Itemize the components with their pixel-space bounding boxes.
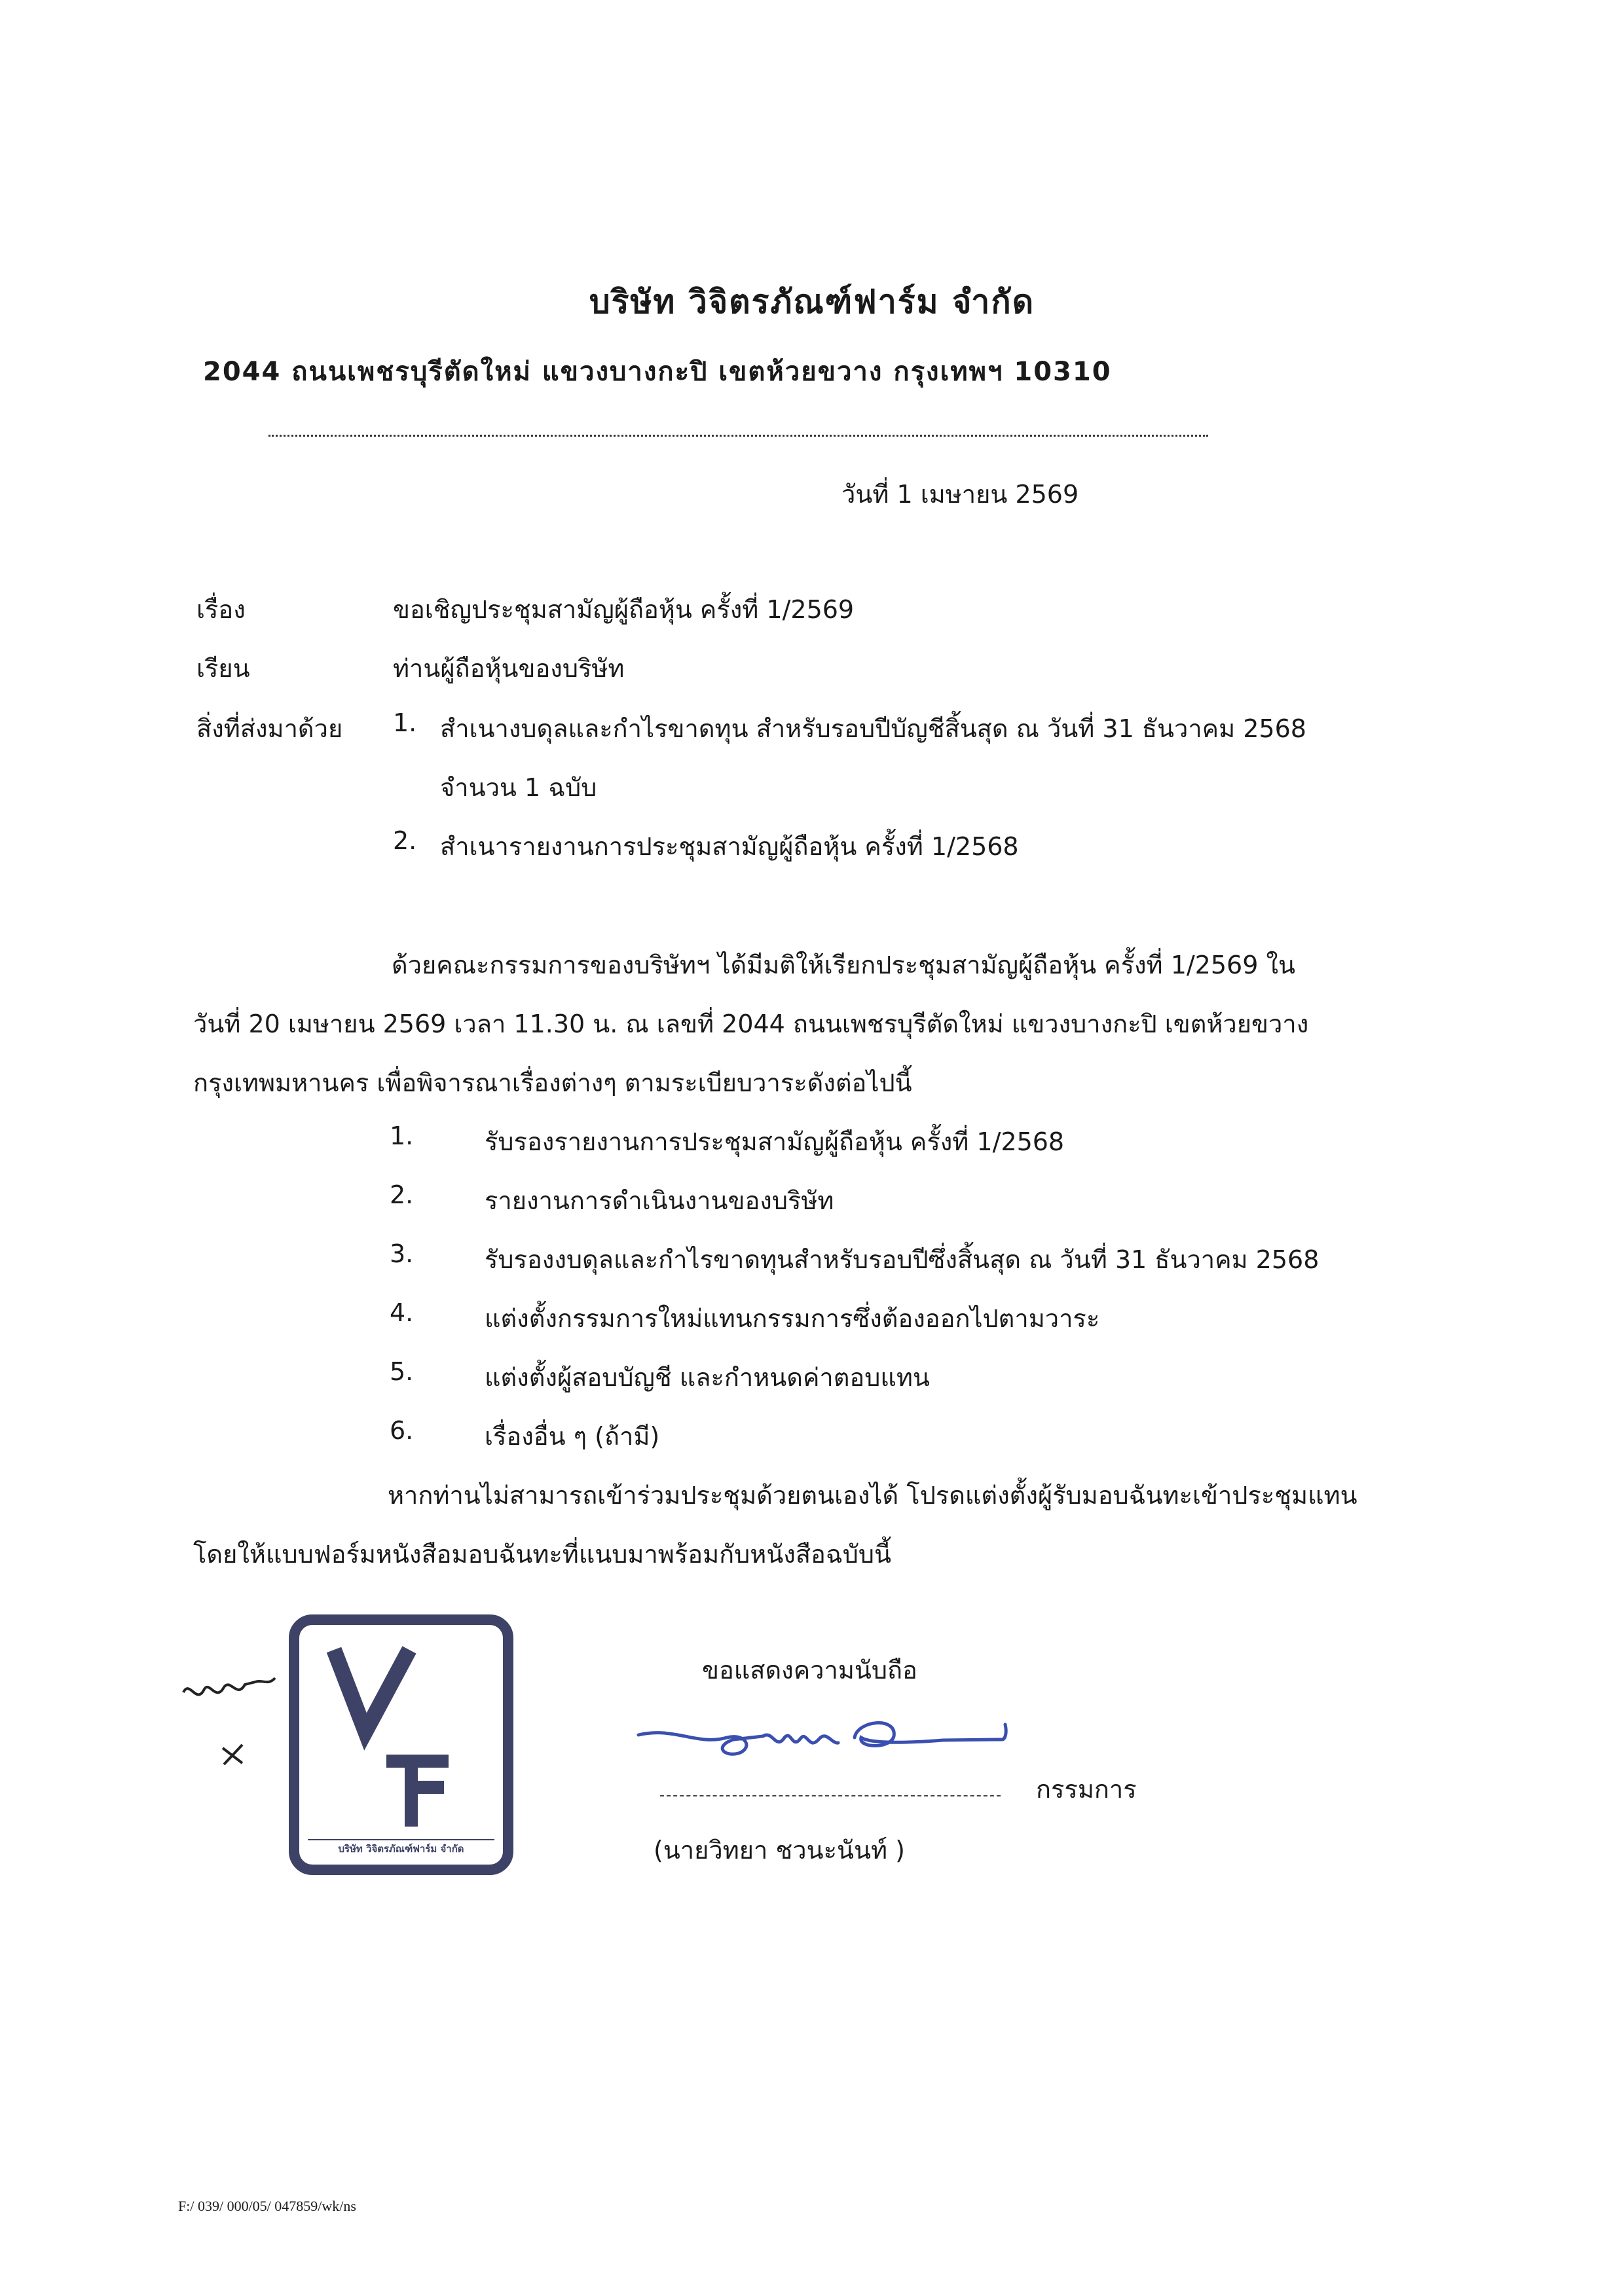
enclosure-item-1-continued: จำนวน 1 ฉบับ (440, 773, 597, 802)
agenda-item: แต่งตั้งผู้สอบบัญชี และกำหนดค่าตอบแทน (485, 1363, 930, 1392)
company-stamp (288, 1614, 514, 1876)
header-divider (268, 435, 1208, 437)
agenda-item: รับรองรายงานการประชุมสามัญผู้ถือหุ้น ครั้งที่ 1/2568 (485, 1127, 1065, 1156)
to-label: เรียน (196, 654, 250, 683)
paragraph-1-line-1: ด้วยคณะกรรมการของบริษัทฯ ได้มีมติให้เรียกประชุมสามัญผู้ถือหุ้น ครั้งที่ 1/2569 ใน (392, 951, 1295, 979)
agenda-number: 3. (390, 1239, 414, 1268)
signer-title: กรรมการ (1036, 1775, 1137, 1804)
company-address: 2044 ถนนเพชรบุรีตัดใหม่ แขวงบางกะปิ เขตห้วยขวาง กรุงเทพฯ 10310 (203, 357, 1112, 387)
signer-name: (นายวิทยา ชวนะนันท์ ) (654, 1836, 905, 1865)
agenda-number: 2. (390, 1180, 414, 1209)
agenda-number: 1. (390, 1121, 414, 1150)
enclosure-item-1: สำเนางบดุลและกำไรขาดทุน สำหรับรอบปีบัญชีสิ้นสุด ณ วันที่ 31 ธันวาคม 2568 (440, 714, 1306, 743)
handwritten-signature (635, 1710, 1015, 1769)
stamp-caption: บริษัท วิจิตรภัณฑ์ฟาร์ม จำกัด (338, 1843, 464, 1855)
enclosure-number: 1. (393, 708, 417, 737)
to-value: ท่านผู้ถือหุ้นของบริษัท (393, 654, 625, 683)
signature-line (660, 1795, 1001, 1796)
handwritten-initials (177, 1666, 295, 1777)
enclosure-number: 2. (393, 826, 417, 855)
footer-reference: F:/ 039/ 000/05/ 047859/wk/ns (178, 2198, 356, 2214)
paragraph-1-line-2: วันที่ 20 เมษายน 2569 เวลา 11.30 น. ณ เลขที่ 2044 ถนนเพชรบุรีตัดใหม่ แขวงบางกะปิ เขตห้วยขวาง (193, 1010, 1309, 1038)
subject-value: ขอเชิญประชุมสามัญผู้ถือหุ้น ครั้งที่ 1/2569 (393, 595, 855, 624)
enclosures-label: สิ่งที่ส่งมาด้วย (196, 714, 343, 743)
agenda-item: รายงานการดำเนินงานของบริษัท (485, 1186, 834, 1215)
agenda-item: เรื่องอื่น ๆ (ถ้ามี) (485, 1422, 660, 1451)
paragraph-2-line-2: โดยให้แบบฟอร์มหนังสือมอบฉันทะที่แนบมาพร้อมกับหนังสือฉบับนี้ (193, 1540, 891, 1569)
subject-label: เรื่อง (196, 595, 246, 624)
paragraph-1-line-3: กรุงเทพมหานคร เพื่อพิจารณาเรื่องต่างๆ ตามระเบียบวาระดังต่อไปนี้ (193, 1068, 912, 1097)
letter-date: วันที่ 1 เมษายน 2569 (841, 480, 1079, 509)
agenda-number: 4. (390, 1298, 414, 1327)
agenda-number: 6. (390, 1416, 414, 1445)
closing-salutation: ขอแสดงความนับถือ (702, 1656, 917, 1685)
paragraph-2-line-1: หากท่านไม่สามารถเข้าร่วมประชุมด้วยตนเองได้ โปรดแต่งตั้งผู้รับมอบฉันทะเข้าประชุมแทน (388, 1481, 1357, 1510)
company-name: บริษัท วิจิตรภัณฑ์ฟาร์ม จำกัด (589, 283, 1035, 321)
agenda-item: รับรองงบดุลและกำไรขาดทุนสำหรับรอบปีซึ่งสิ้นสุด ณ วันที่ 31 ธันวาคม 2568 (485, 1245, 1320, 1274)
agenda-item: แต่งตั้งกรรมการใหม่แทนกรรมการซึ่งต้องออกไปตามวาระ (485, 1304, 1100, 1333)
enclosure-item-2: สำเนารายงานการประชุมสามัญผู้ถือหุ้น ครั้งที่ 1/2568 (440, 832, 1019, 861)
agenda-number: 5. (390, 1357, 414, 1386)
